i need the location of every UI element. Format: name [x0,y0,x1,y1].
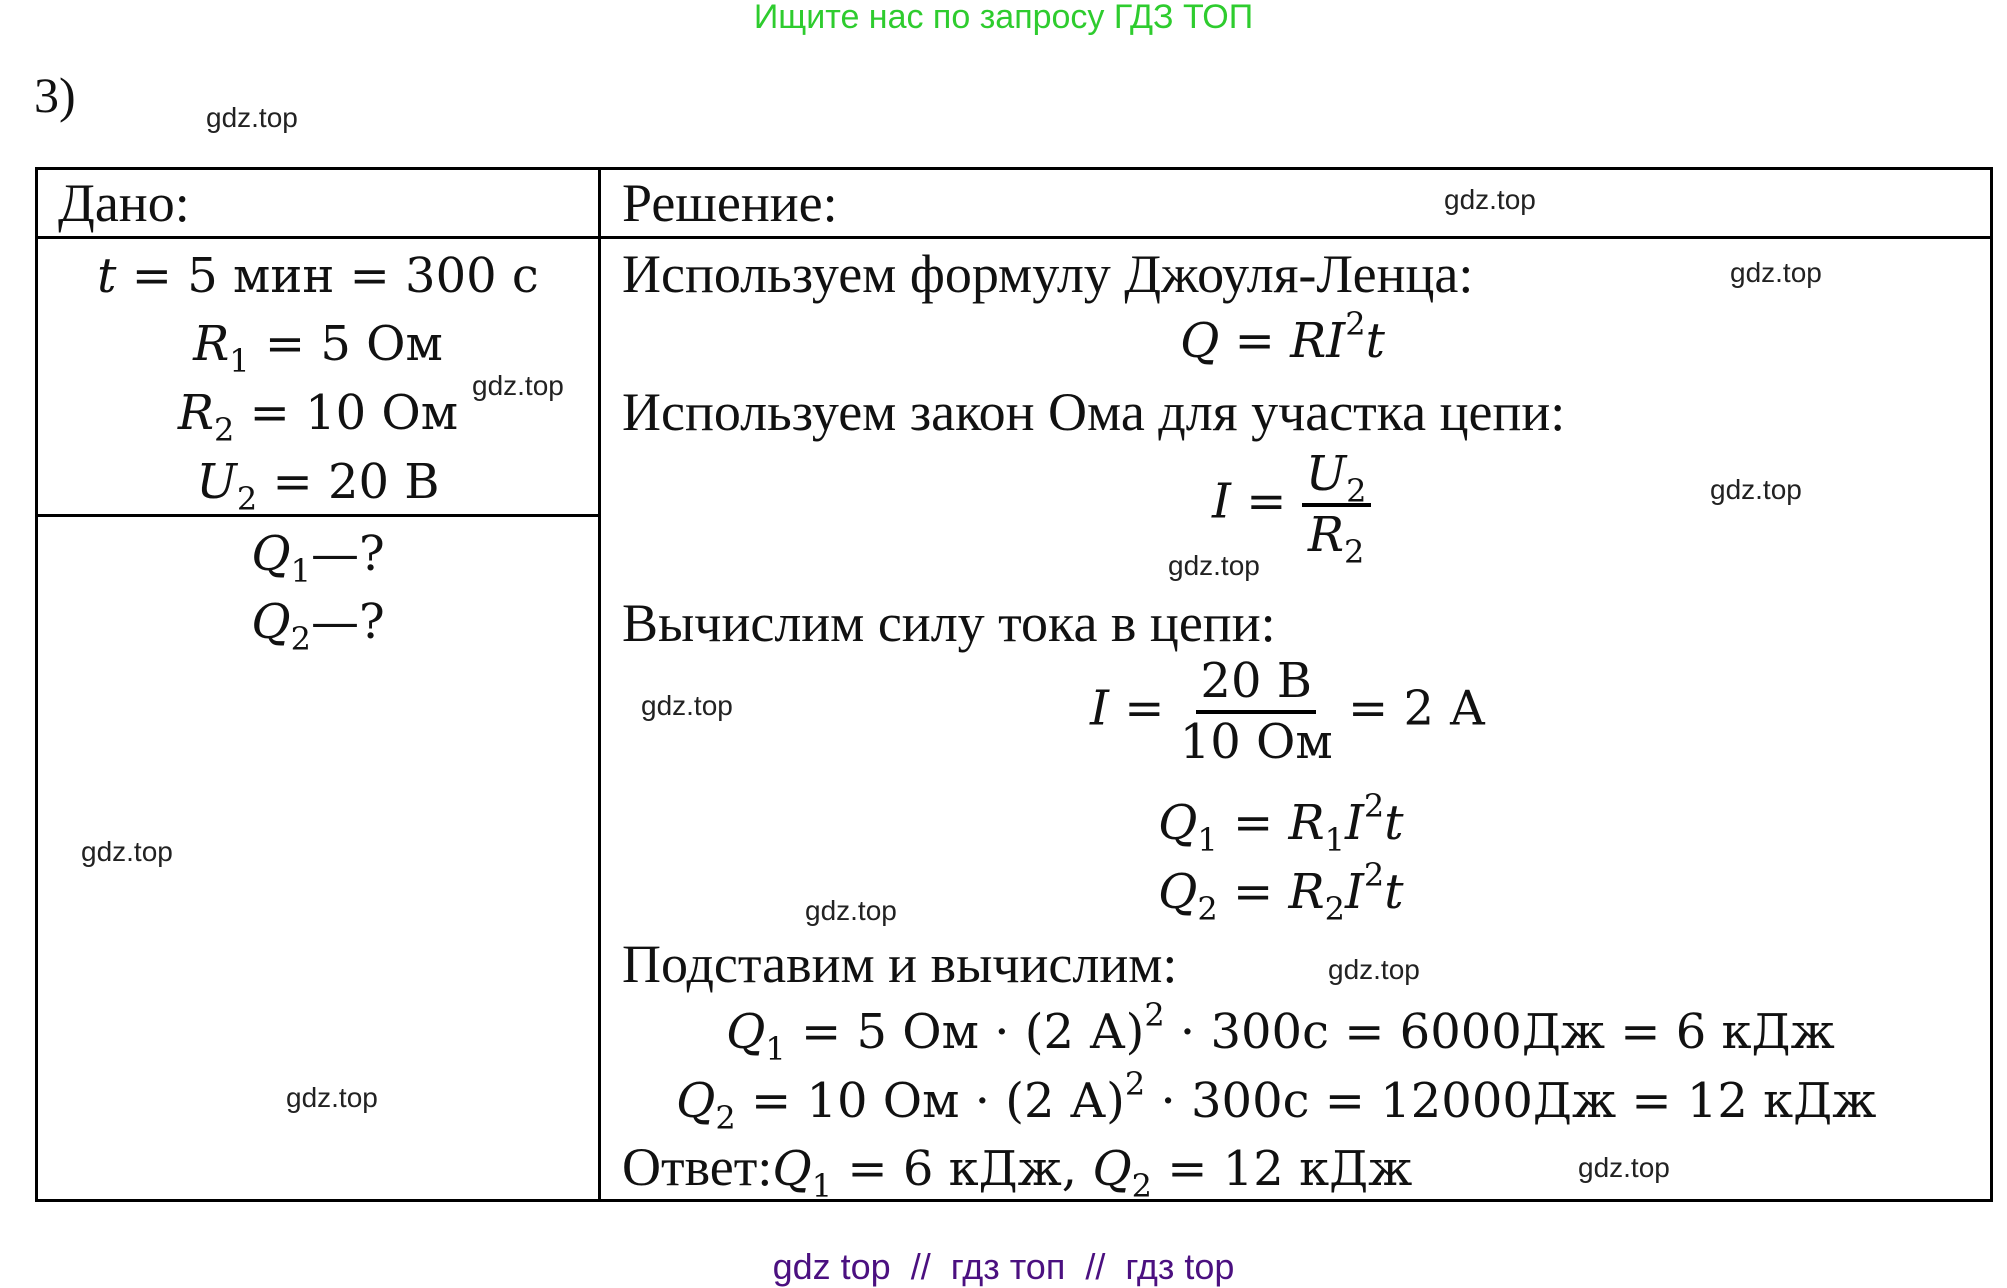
watermark: gdz.top [81,836,173,867]
task-number: 3) [34,67,76,123]
watermark: gdz.top [1444,184,1536,215]
given-u2: $U_2 = 20$ В [196,454,440,518]
watermark: gdz.top [1710,474,1802,505]
formula-ohm: I = $\frac{U_2}{R_2}$ [1212,448,1371,562]
watermark: gdz.top [1328,954,1420,985]
find-q2: $Q_2—$? [251,594,385,658]
watermark: gdz.top [1168,550,1260,581]
watermark: gdz.top [1578,1152,1670,1183]
solution-line-joule: Используем формулу Джоуля-Ленца: [622,244,1474,304]
header-row-divider [35,236,1993,239]
answer-values: $Q_1 = 6$ кДж, $Q_2 = 12$ кДж [772,1141,1413,1205]
answer-line [622,1136,1413,1205]
solution-header: Решение: [622,173,838,233]
watermark: gdz.top [641,690,733,721]
watermark: gdz.top [1730,257,1822,288]
watermark: gdz.top [805,895,897,926]
calc-q2: $Q_2 = 10$ Ом · (2 А)$^2$ · 300с = 12000Дж = 12 кДж [676,1065,1877,1137]
solution-line-ohm: Используем закон Ома для участка цепи: [622,382,1566,442]
promo-banner: Ищите нас по запросу ГДЗ ТОП [753,0,1254,36]
watermark: gdz.top [286,1082,378,1113]
given-header: Дано: [58,173,190,233]
watermark: gdz.top [206,102,298,133]
calc-q1: $Q_1 = 5$ Ом · (2 А)$^2$ · 300с = 6000Дж = 6 кДж [726,996,1835,1068]
answer-label: Ответ: [622,1137,773,1197]
given-r1: $R_1 = 5$ Ом [193,316,443,380]
formula-joule-lenz: $Q = RI^2t$ [1180,305,1385,369]
footer-watermark-link[interactable]: gdz top // гдз топ // гдз top [772,1246,1235,1287]
column-divider [598,167,601,1202]
given-r2: $R_2 = 10$ Ом [177,385,459,449]
formula-q2: $Q_2 = R_2I^2t$ [1158,856,1404,928]
given-time: t = 5 мин = 300 с [97,248,539,304]
watermark: gdz.top [472,370,564,401]
solution-line-substitute: Подставим и вычислим: [622,934,1178,994]
calc-current: I = $\frac{20 В}{10 Ом}$ = 2 А [1090,653,1486,770]
given-find-divider [35,514,600,517]
formula-q1: $Q_1 = R_1I^2t$ [1158,787,1404,859]
solution-line-current: Вычислим силу тока в цепи: [622,593,1276,653]
find-q1: $Q_1—$? [251,526,385,590]
